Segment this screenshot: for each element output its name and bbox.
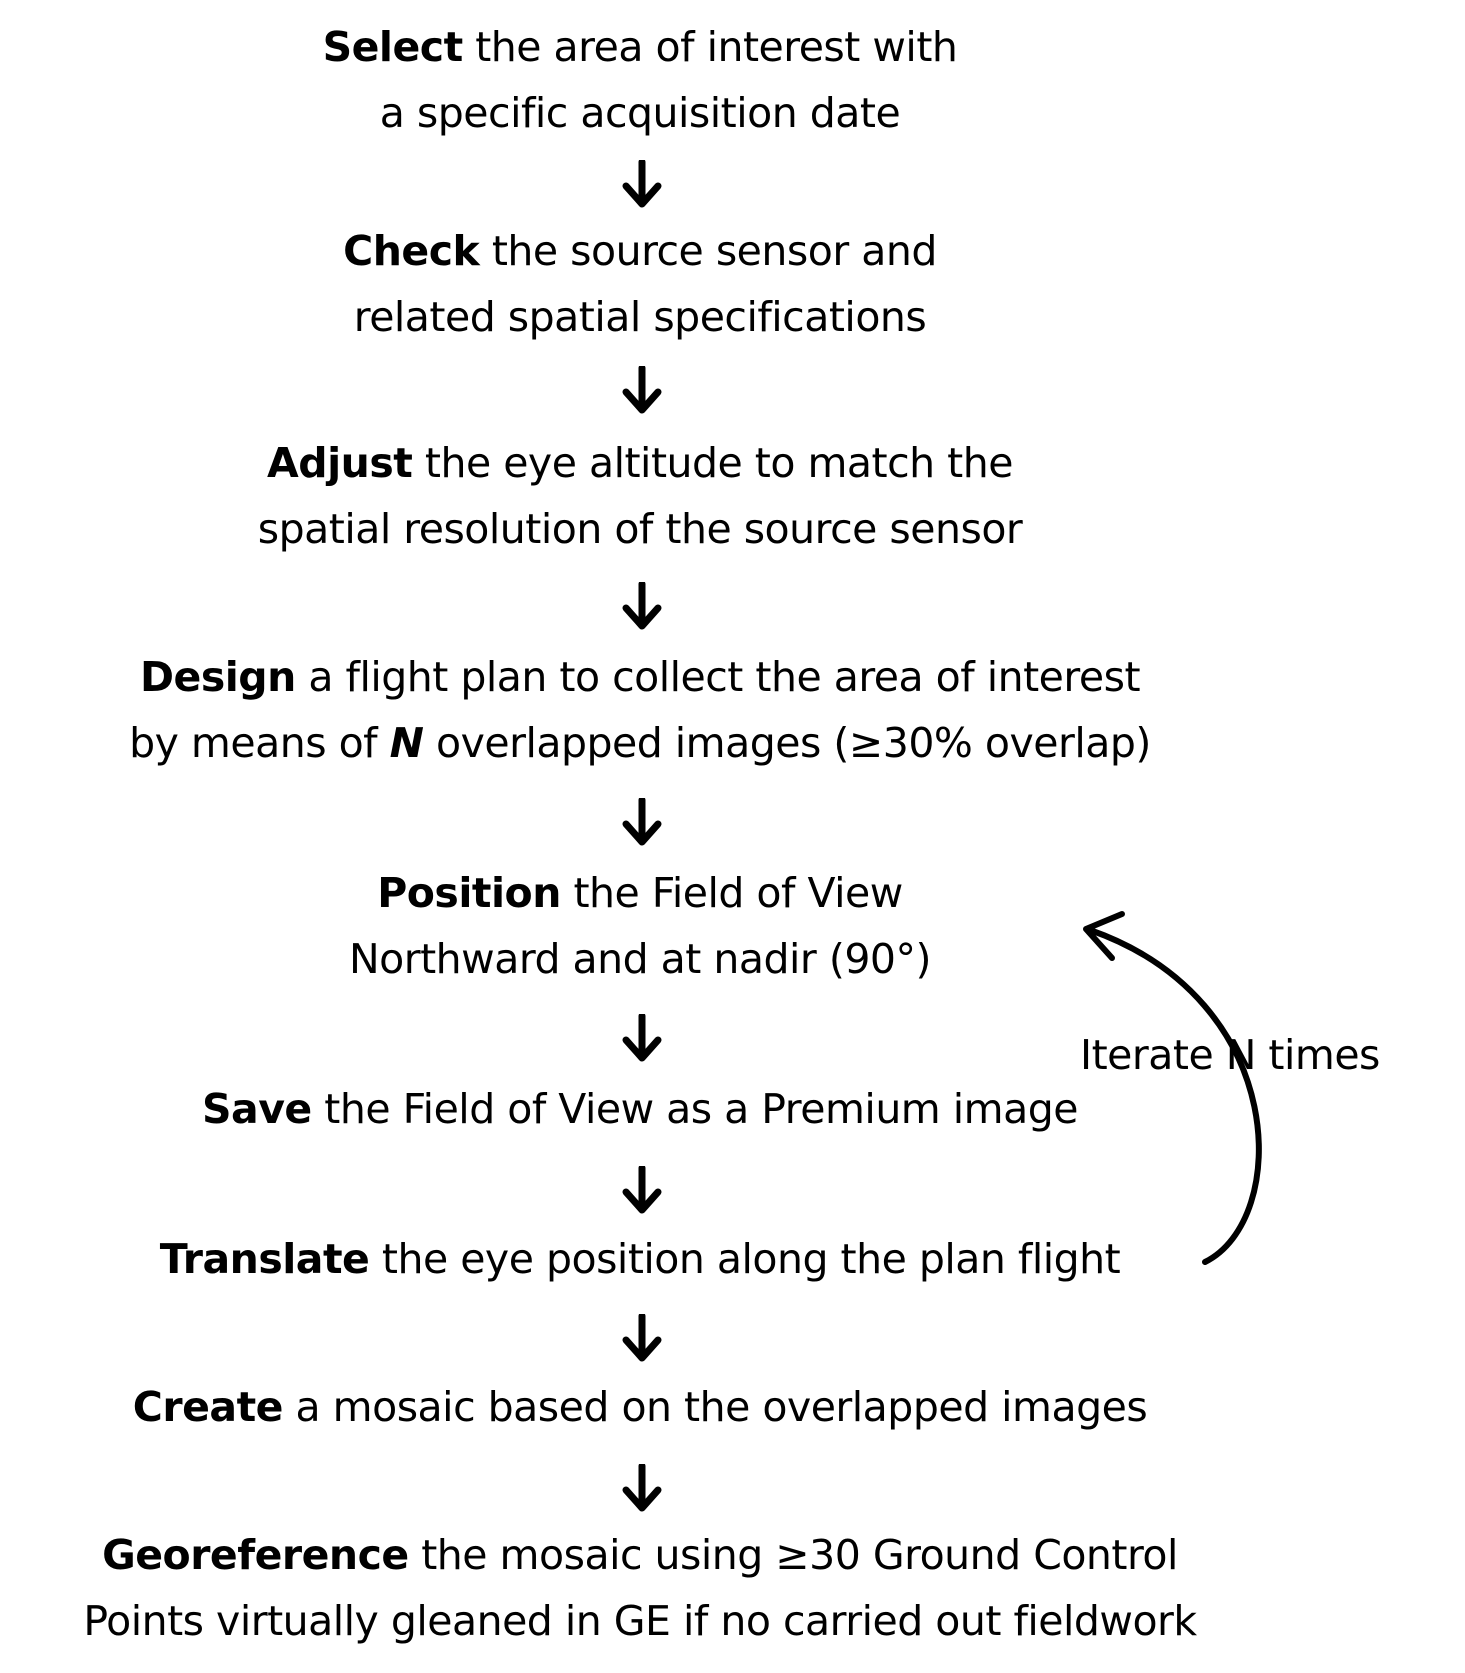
- step-adjust: Adjust the eye altitude to match the spatial resolution of the source sensor: [257, 439, 1023, 553]
- step-check: Check the source sensor and related spatial specifications: [343, 227, 937, 341]
- step-save: Save the Field of View as a Premium image: [202, 1085, 1078, 1133]
- step-design: Design a flight plan to collect the area of interest by means of N overlapped images (≥30% overlap): [129, 653, 1151, 767]
- step-position: Position the Field of View Northward and at nadir (90°): [348, 869, 931, 983]
- step-select: Select the area of interest with a specific acquisition date: [322, 23, 958, 137]
- step-georeference: Georeference the mosaic using ≥30 Ground Control Points virtually gleaned in GE if no carried out fieldwork: [83, 1531, 1197, 1645]
- step-create: Create a mosaic based on the overlapped images: [132, 1383, 1148, 1431]
- loop-label: Iterate N times: [1080, 1031, 1380, 1079]
- step-translate: Translate the eye position along the plan flight: [159, 1235, 1121, 1283]
